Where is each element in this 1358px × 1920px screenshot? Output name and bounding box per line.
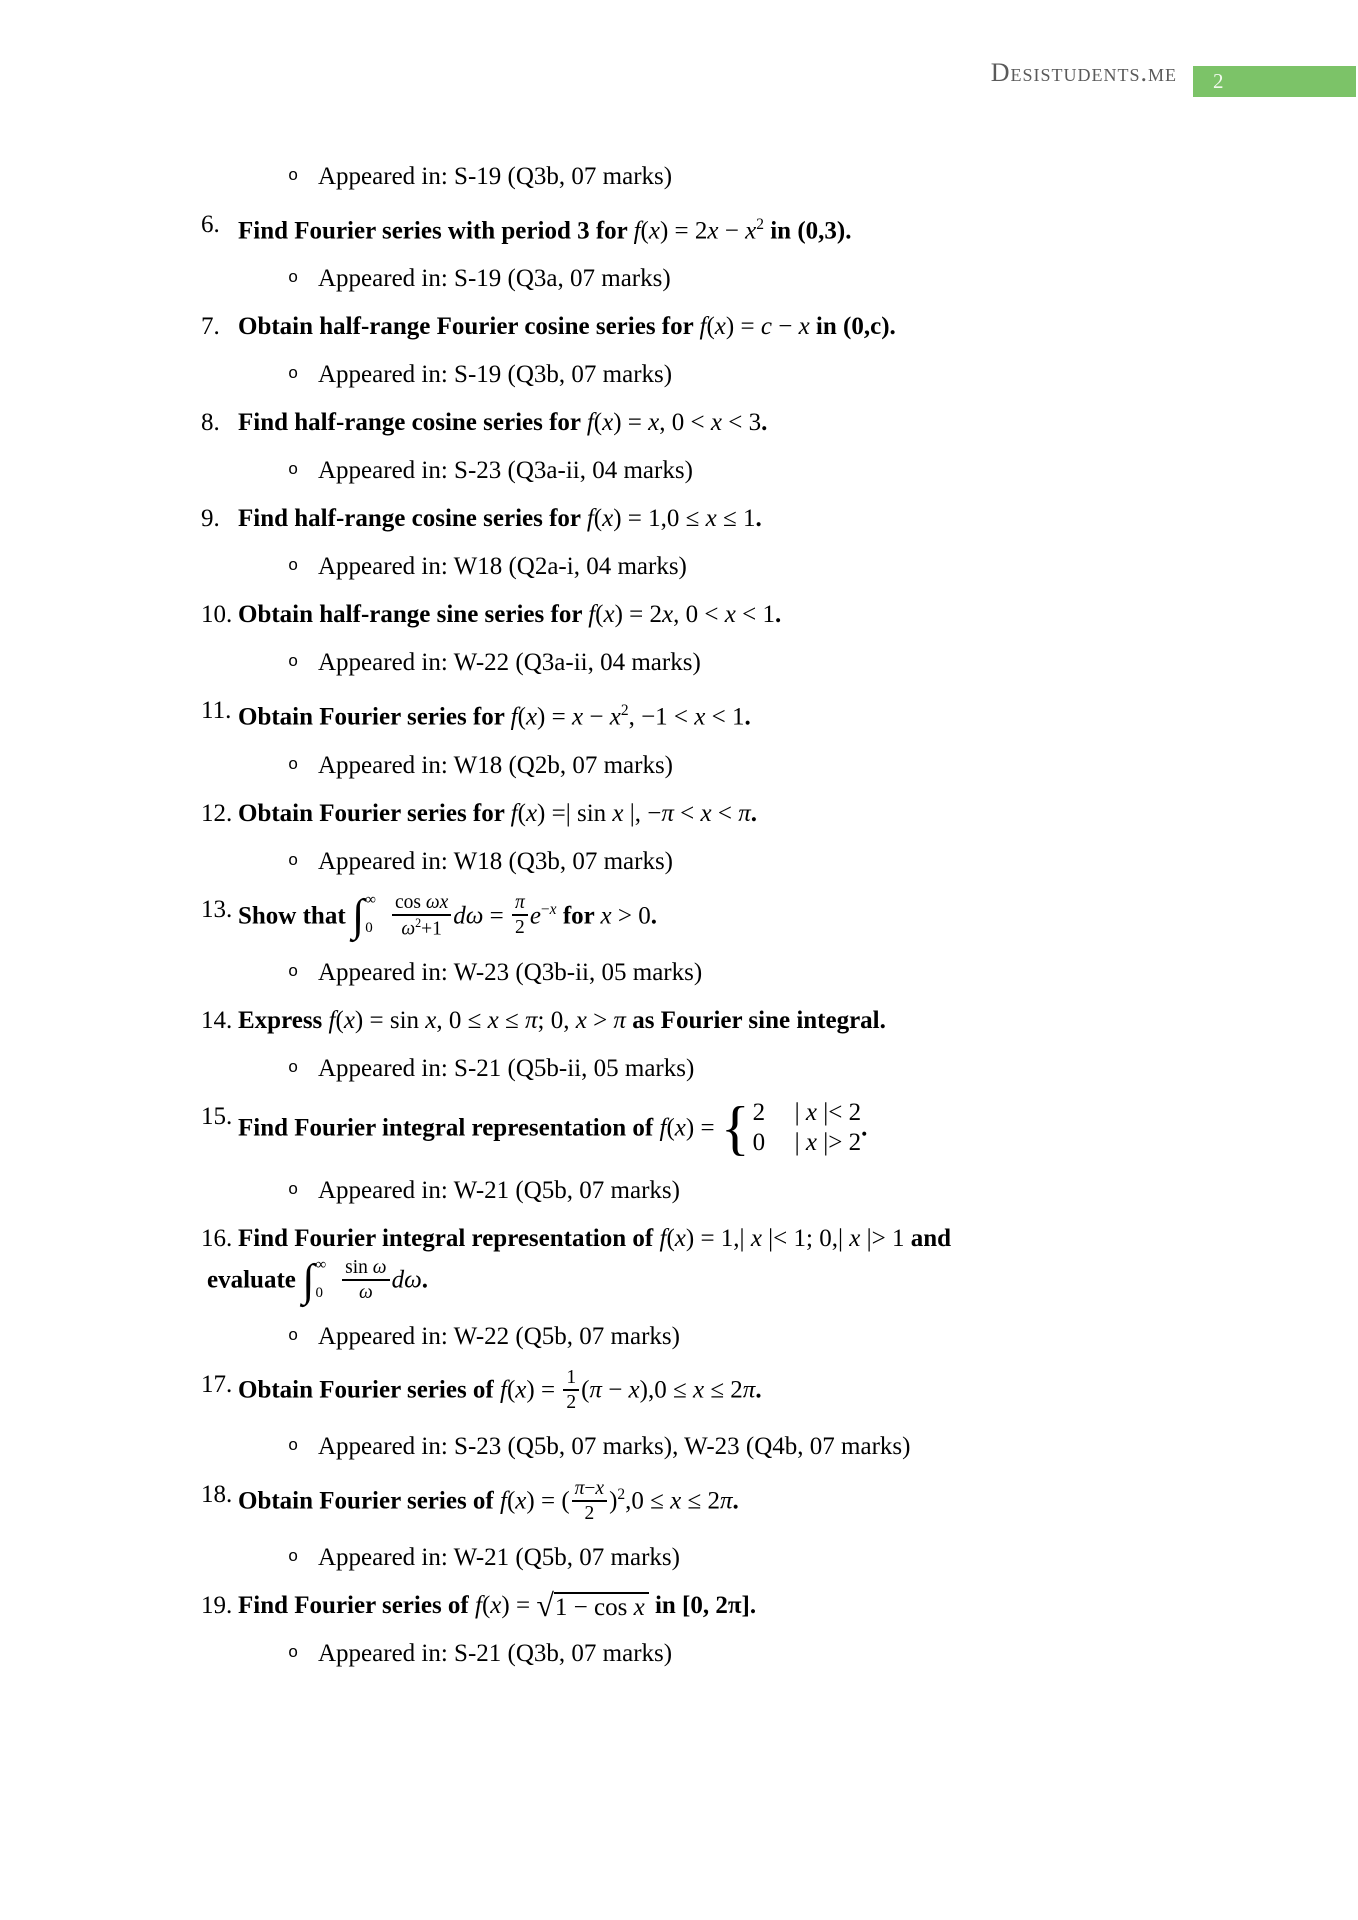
appearance-note: Appeared in: S-19 (Q3b, 07 marks) bbox=[318, 163, 673, 190]
question-item bbox=[201, 1478, 1291, 1527]
question-number: 18. bbox=[201, 1481, 233, 1509]
appearance-item bbox=[288, 1637, 1291, 1671]
question-number: 12. bbox=[201, 799, 233, 827]
appearance-note: Appeared in: S-21 (Q5b-ii, 05 marks) bbox=[318, 1055, 695, 1083]
appearance-item bbox=[288, 358, 1291, 392]
appearance-note: Appeared in: W18 (Q3b, 07 marks) bbox=[318, 847, 674, 875]
question-number: 13. bbox=[201, 895, 233, 923]
appearance-note: Appeared in: W-22 (Q3a-ii, 04 marks) bbox=[318, 649, 701, 677]
circle-bullet-icon: o bbox=[288, 557, 299, 577]
circle-bullet-icon: o bbox=[288, 1059, 299, 1079]
circle-bullet-icon: o bbox=[288, 1437, 299, 1457]
question-number: 9. bbox=[201, 505, 220, 533]
appearance-item bbox=[288, 262, 1291, 296]
question-text: Find Fourier series of f(x) = √ 1 − cos x in [0, 2π]. bbox=[238, 1586, 757, 1623]
question-item bbox=[201, 1095, 1291, 1162]
question-text: Obtain Fourier series of f(x) = $\frac{1}{2}$ (π − x),0 ≤ x ≤ 2π. bbox=[238, 1367, 762, 1414]
question-list bbox=[201, 160, 1291, 1685]
question-text: Obtain Fourier series for f(x) =| sin x |, −π < x < π. bbox=[238, 799, 758, 827]
appearance-item bbox=[288, 1052, 1291, 1086]
site-watermark: Desistudents.me bbox=[990, 58, 1177, 87]
appearance-item bbox=[288, 956, 1291, 990]
question-item bbox=[201, 502, 1291, 536]
question-text: Obtain Fourier series of f(x) = ( $\frac{\pi-x}{2}$ )$^2$,0 ≤ x ≤ 2π. bbox=[238, 1477, 739, 1524]
appearance-item bbox=[288, 845, 1291, 879]
question-text: Find Fourier integral representation of f(x) = 1,| x |< 1; 0,| x |> 1 and bbox=[238, 1225, 952, 1253]
appearance-note: Appeared in: S-23 (Q5b, 07 marks), W-23 (Q4b, 07 marks) bbox=[318, 1433, 911, 1461]
question-item bbox=[201, 1004, 1291, 1038]
question-item bbox=[201, 694, 1291, 734]
circle-bullet-icon: o bbox=[288, 167, 299, 186]
appearance-note: Appeared in: S-21 (Q3b, 07 marks) bbox=[318, 1639, 673, 1667]
circle-bullet-icon: o bbox=[288, 1643, 299, 1663]
appearance-note: Appeared in: W18 (Q2b, 07 marks) bbox=[318, 751, 674, 779]
question-item bbox=[201, 1586, 1291, 1623]
question-text: Obtain half-range Fourier cosine series for f(x) = c − x in (0,c). bbox=[238, 313, 896, 341]
appearance-item bbox=[288, 646, 1291, 680]
circle-bullet-icon: o bbox=[288, 1181, 299, 1201]
question-item bbox=[201, 1368, 1291, 1416]
question-item bbox=[201, 797, 1291, 831]
question-text: Obtain half-range sine series for f(x) = 2x, 0 < x < 1. bbox=[238, 601, 782, 629]
question-text: Obtain Fourier series for $f(x) = x - x^2$, −1 < x < 1. bbox=[238, 702, 751, 731]
question-number: 16. bbox=[201, 1225, 233, 1253]
appearance-item bbox=[288, 1541, 1291, 1575]
question-number: 19. bbox=[201, 1591, 233, 1619]
circle-bullet-icon: o bbox=[288, 851, 299, 871]
appearance-note: Appeared in: W-23 (Q3b-ii, 05 marks) bbox=[318, 959, 703, 987]
question-text: Find Fourier integral representation of f(x) = { 2 | x |< 2 0 | x |> 2 . bbox=[238, 1095, 868, 1162]
question-number: 6. bbox=[201, 211, 220, 238]
circle-bullet-icon: o bbox=[288, 653, 299, 673]
circle-bullet-icon: o bbox=[288, 1547, 299, 1567]
question-item bbox=[201, 1222, 1291, 1306]
appearance-note: Appeared in: S-19 (Q3b, 07 marks) bbox=[318, 361, 673, 389]
appearance-item bbox=[288, 160, 1291, 194]
appearance-note: Appeared in: W-21 (Q5b, 07 marks) bbox=[318, 1177, 680, 1205]
appearance-item bbox=[288, 1430, 1291, 1464]
question-number: 10. bbox=[201, 601, 233, 629]
appearance-item bbox=[288, 1174, 1291, 1208]
circle-bullet-icon: o bbox=[288, 365, 299, 385]
appearance-note: Appeared in: S-23 (Q3a-ii, 04 marks) bbox=[318, 457, 693, 485]
question-item bbox=[201, 310, 1291, 344]
question-text: Find Fourier series with period 3 for $f(x) = 2x - x^2$ in (0,3). bbox=[238, 216, 852, 245]
question-item bbox=[201, 208, 1291, 248]
circle-bullet-icon: o bbox=[288, 755, 299, 775]
appearance-item bbox=[288, 1320, 1291, 1354]
appearance-note: Appeared in: S-19 (Q3a, 07 marks) bbox=[318, 265, 671, 293]
question-number: 11. bbox=[201, 697, 232, 725]
appearance-item bbox=[288, 454, 1291, 488]
question-item bbox=[201, 598, 1291, 632]
appearance-note: Appeared in: W-22 (Q5b, 07 marks) bbox=[318, 1323, 680, 1351]
page-number: 2 bbox=[1213, 69, 1224, 93]
page-number-box bbox=[1193, 66, 1356, 97]
appearance-item bbox=[288, 550, 1291, 584]
circle-bullet-icon: o bbox=[288, 461, 299, 481]
question-number: 8. bbox=[201, 409, 220, 437]
question-number: 7. bbox=[201, 313, 220, 341]
circle-bullet-icon: o bbox=[288, 269, 299, 289]
question-text: Show that ∫ ∞ 0 $\frac{\text{cos ωx}}{\omega^2+1}$ dω = $\frac{\pi}{2}$ $e^{-x}$ for x > 0. bbox=[238, 889, 658, 940]
question-number: 15. bbox=[201, 1103, 233, 1131]
appearance-note: Appeared in: W18 (Q2a-i, 04 marks) bbox=[318, 553, 687, 581]
appearance-note: Appeared in: W-21 (Q5b, 07 marks) bbox=[318, 1543, 680, 1571]
circle-bullet-icon: o bbox=[288, 1327, 299, 1347]
question-item bbox=[201, 889, 1291, 943]
question-number: 17. bbox=[201, 1371, 233, 1399]
question-text: Find half-range cosine series for f(x) = x, 0 < x < 3. bbox=[238, 409, 768, 437]
circle-bullet-icon: o bbox=[288, 963, 299, 983]
question-text-line2: evaluate ∫ ∞ 0 $\frac{\text{sin ω}}{\omega}$ dω. bbox=[207, 1254, 428, 1305]
question-text: Express f(x) = sin x, 0 ≤ x ≤ π; 0, x > π as Fourier sine integral. bbox=[238, 1007, 886, 1035]
question-item bbox=[201, 406, 1291, 440]
question-number: 14. bbox=[201, 1007, 233, 1035]
question-text: Find half-range cosine series for f(x) = 1,0 ≤ x ≤ 1. bbox=[238, 505, 762, 533]
appearance-item bbox=[288, 749, 1291, 783]
